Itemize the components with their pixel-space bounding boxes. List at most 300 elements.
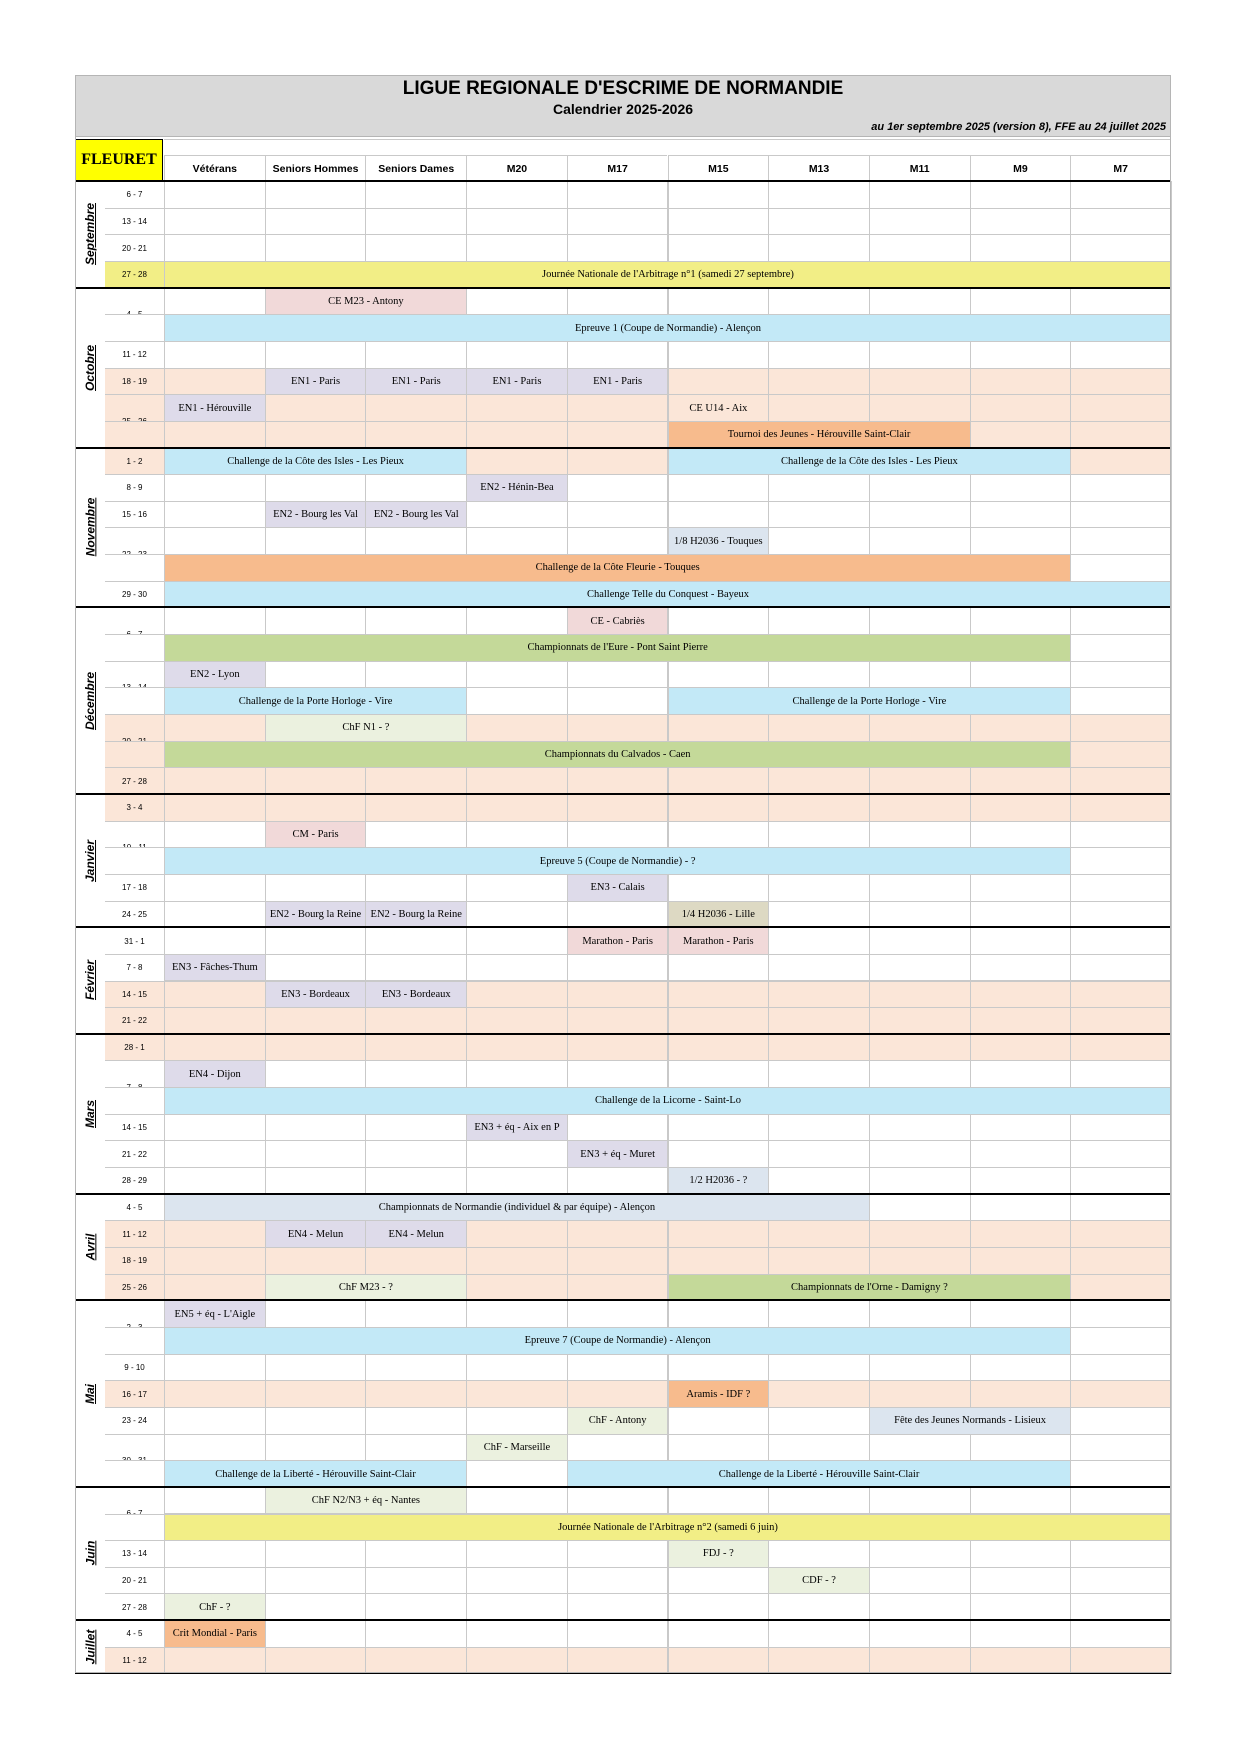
calendar-cell — [567, 394, 669, 422]
calendar-cell — [265, 1167, 367, 1195]
event-cell[interactable]: EN2 - Bourg les Val — [265, 501, 367, 529]
calendar-cell — [265, 767, 367, 795]
event-cell[interactable]: Fête des Jeunes Normands - Lisieux — [869, 1407, 1071, 1435]
calendar-cell — [365, 1593, 467, 1621]
calendar-cell — [970, 368, 1072, 396]
calendar-cell — [265, 1434, 367, 1462]
calendar-cell — [869, 981, 971, 1009]
calendar-cell — [164, 1274, 266, 1302]
calendar-cell — [365, 341, 467, 369]
calendar-cell — [265, 1407, 367, 1435]
calendar-cell — [265, 794, 367, 822]
calendar-cell — [970, 927, 1072, 955]
calendar-cell — [768, 901, 870, 929]
calendar-cell — [869, 208, 971, 236]
event-cell[interactable]: ChF - ? — [164, 1593, 266, 1621]
date-range: 23 - 24 — [105, 1407, 164, 1434]
month-name: Février — [83, 960, 97, 1001]
calendar-cell — [970, 474, 1072, 502]
calendar-cell — [567, 448, 669, 476]
date-range: 7 - 8 — [105, 954, 164, 981]
calendar-cell — [1070, 607, 1172, 635]
calendar-cell — [567, 714, 669, 742]
calendar-cell — [265, 234, 367, 262]
calendar-cell — [466, 181, 568, 209]
month-separator — [75, 180, 1171, 182]
calendar-cell — [1070, 794, 1172, 822]
calendar-cell — [365, 1140, 467, 1168]
event-cell[interactable]: Crit Mondial - Paris — [164, 1620, 266, 1648]
calendar-cell — [970, 1060, 1072, 1088]
calendar-cell — [466, 1274, 568, 1302]
calendar-cell — [668, 368, 770, 396]
event-cell[interactable]: ChF N1 - ? — [265, 714, 467, 742]
event-cell[interactable]: EN2 - Bourg la Reine — [265, 901, 367, 929]
calendar-cell — [466, 1407, 568, 1435]
calendar-cell — [970, 1620, 1072, 1648]
event-cell[interactable]: EN3 - Fâches-Thum — [164, 954, 266, 982]
calendar-cell — [970, 1567, 1072, 1595]
calendar-cell — [365, 1300, 467, 1328]
event-cell[interactable]: EN5 + éq - L'Aigle — [164, 1300, 266, 1328]
calendar-cell — [768, 1434, 870, 1462]
column-header: M17 — [567, 155, 668, 181]
calendar-cell — [466, 527, 568, 555]
calendar-cell — [1070, 1567, 1172, 1595]
calendar-cell — [869, 1007, 971, 1035]
calendar-cell — [869, 181, 971, 209]
event-cell[interactable]: Epreuve 1 (Coupe de Normandie) - Alençon — [164, 314, 1172, 342]
event-cell[interactable]: EN2 - Hénin-Bea — [466, 474, 568, 502]
event-cell[interactable]: Challenge de la Porte Horloge - Vire — [164, 687, 467, 715]
event-cell[interactable]: ChF - Marseille — [466, 1434, 568, 1462]
event-cell[interactable]: EN2 - Bourg les Val — [365, 501, 467, 529]
calendar-cell — [768, 181, 870, 209]
calendar-cell — [164, 208, 266, 236]
calendar-cell — [1070, 394, 1172, 422]
calendar-cell — [365, 874, 467, 902]
calendar-cell — [365, 1540, 467, 1568]
calendar-cell — [466, 448, 568, 476]
event-cell[interactable]: CE U14 - Aix — [668, 394, 770, 422]
date-range: 27 - 28 — [105, 767, 164, 794]
event-cell[interactable]: 1/4 H2036 - Lille — [668, 901, 770, 929]
calendar-cell — [1070, 368, 1172, 396]
calendar-cell — [265, 1354, 367, 1382]
calendar-cell — [869, 527, 971, 555]
calendar-cell — [869, 394, 971, 422]
event-cell[interactable]: Championnats de l'Eure - Pont Saint Pierre — [164, 634, 1071, 662]
date-range — [105, 1460, 164, 1487]
calendar-cell — [365, 1060, 467, 1088]
event-cell[interactable]: EN2 - Bourg la Reine — [365, 901, 467, 929]
calendar-cell — [466, 607, 568, 635]
calendar-cell — [567, 208, 669, 236]
calendar-cell — [567, 1380, 669, 1408]
column-header: M11 — [869, 155, 970, 181]
calendar-cell — [668, 234, 770, 262]
calendar-cell — [164, 1140, 266, 1168]
calendar-cell — [164, 1167, 266, 1195]
calendar-cell — [1070, 1167, 1172, 1195]
calendar-cell — [768, 234, 870, 262]
header-spacer — [164, 139, 1171, 155]
month-separator — [75, 447, 1171, 449]
calendar-cell — [970, 234, 1072, 262]
event-cell[interactable]: EN1 - Paris — [265, 368, 367, 396]
calendar-cell — [768, 1220, 870, 1248]
event-cell[interactable]: Aramis - IDF ? — [668, 1380, 770, 1408]
month-name: Novembre — [83, 498, 97, 557]
month-separator — [75, 1619, 1171, 1621]
calendar-cell — [869, 1114, 971, 1142]
calendar-cell — [768, 1034, 870, 1062]
calendar-cell — [466, 901, 568, 929]
calendar-cell — [768, 794, 870, 822]
date-range: 4 - 5 — [105, 1620, 164, 1647]
calendar-cell — [869, 1194, 971, 1222]
calendar-cell — [768, 874, 870, 902]
calendar-cell — [466, 661, 568, 689]
calendar-cell — [668, 1620, 770, 1648]
calendar-cell — [768, 368, 870, 396]
calendar-cell — [1070, 1593, 1172, 1621]
calendar-cell — [567, 1620, 669, 1648]
event-cell[interactable]: Marathon - Paris — [668, 927, 770, 955]
calendar-cell — [567, 527, 669, 555]
calendar-cell — [668, 1407, 770, 1435]
date-range — [105, 1514, 164, 1541]
calendar-cell — [265, 474, 367, 502]
calendar-cell — [768, 1593, 870, 1621]
event-cell[interactable]: Journée Nationale de l'Arbitrage n°1 (samedi 27 septembre) — [164, 261, 1172, 289]
calendar-cell — [869, 1487, 971, 1515]
calendar-cell — [1070, 341, 1172, 369]
calendar-cell — [768, 474, 870, 502]
calendar-cell — [466, 1300, 568, 1328]
calendar-cell — [1070, 1034, 1172, 1062]
calendar-cell — [265, 1114, 367, 1142]
event-cell[interactable]: EN1 - Paris — [466, 368, 568, 396]
event-cell[interactable]: Challenge de la Liberté - Hérouville Saint-Clair — [164, 1460, 467, 1488]
date-range: 20 - 21 — [105, 1567, 164, 1594]
calendar-cell — [265, 954, 367, 982]
calendar-cell — [1070, 901, 1172, 929]
calendar-cell — [869, 368, 971, 396]
calendar-cell — [164, 1220, 266, 1248]
calendar-cell — [970, 1007, 1072, 1035]
event-cell[interactable]: ChF - Antony — [567, 1407, 669, 1435]
calendar-cell — [164, 1567, 266, 1595]
event-cell[interactable]: Challenge Telle du Conquest - Bayeux — [164, 581, 1172, 609]
calendar-cell — [365, 794, 467, 822]
calendar-cell — [164, 1007, 266, 1035]
calendar-cell — [668, 954, 770, 982]
calendar-cell — [970, 1034, 1072, 1062]
event-cell[interactable]: 1/2 H2036 - ? — [668, 1167, 770, 1195]
calendar-cell — [1070, 927, 1172, 955]
calendar-cell — [1070, 767, 1172, 795]
calendar-cell — [970, 181, 1072, 209]
calendar-cell — [869, 1354, 971, 1382]
calendar-cell — [869, 1060, 971, 1088]
calendar-cell — [768, 1354, 870, 1382]
month-separator — [75, 1033, 1171, 1035]
event-cell[interactable]: ChF M23 - ? — [265, 1274, 467, 1302]
month-separator — [75, 606, 1171, 608]
event-cell[interactable]: FDJ - ? — [668, 1540, 770, 1568]
calendar-cell — [869, 927, 971, 955]
calendar-cell — [970, 1140, 1072, 1168]
calendar-cell — [164, 341, 266, 369]
calendar-cell — [164, 1380, 266, 1408]
month-separator — [75, 287, 1171, 289]
event-cell[interactable]: EN3 + éq - Muret — [567, 1140, 669, 1168]
calendar-cell — [365, 1380, 467, 1408]
calendar-cell — [567, 1114, 669, 1142]
calendar-cell — [970, 1647, 1072, 1675]
calendar-cell — [164, 368, 266, 396]
event-cell[interactable]: 1/8 H2036 - Touques — [668, 527, 770, 555]
calendar-cell — [768, 208, 870, 236]
calendar-cell — [164, 501, 266, 529]
event-cell[interactable]: CE M23 - Antony — [265, 288, 467, 316]
calendar-cell — [365, 208, 467, 236]
calendar-cell — [466, 208, 568, 236]
calendar-cell — [768, 981, 870, 1009]
event-cell[interactable]: EN4 - Melun — [365, 1220, 467, 1248]
calendar-cell — [466, 1380, 568, 1408]
calendar-cell — [768, 714, 870, 742]
event-cell[interactable]: EN4 - Dijon — [164, 1060, 266, 1088]
date-range: 27 - 28 — [105, 1593, 164, 1620]
calendar-cell — [164, 821, 266, 849]
month-label — [75, 1300, 105, 1487]
calendar-cell — [1070, 1140, 1172, 1168]
calendar-cell — [970, 1220, 1072, 1248]
calendar-cell — [970, 767, 1072, 795]
event-cell[interactable]: EN1 - Paris — [567, 368, 669, 396]
event-cell[interactable]: EN3 - Calais — [567, 874, 669, 902]
calendar-cell — [1070, 1487, 1172, 1515]
calendar-cell — [567, 1247, 669, 1275]
date-range — [105, 554, 164, 581]
date-range: 28 - 1 — [105, 1034, 164, 1061]
calendar-cell — [567, 661, 669, 689]
event-cell[interactable]: EN3 + éq - Aix en P — [466, 1114, 568, 1142]
calendar-cell — [970, 874, 1072, 902]
calendar-cell — [869, 1567, 971, 1595]
calendar-cell — [1070, 954, 1172, 982]
calendar-cell — [567, 1034, 669, 1062]
date-range: 21 - 22 — [105, 1007, 164, 1034]
calendar-cell — [869, 288, 971, 316]
event-cell[interactable]: Challenge de la Côte des Isles - Les Pieux — [164, 448, 467, 476]
calendar-cell — [365, 1647, 467, 1675]
date-range: 20 - 21 — [105, 234, 164, 261]
event-cell[interactable]: Championnats de l'Orne - Damigny ? — [668, 1274, 1072, 1302]
calendar-cell — [265, 1540, 367, 1568]
calendar-cell — [970, 1167, 1072, 1195]
event-cell[interactable]: Journée Nationale de l'Arbitrage n°2 (samedi 6 juin) — [164, 1514, 1172, 1542]
calendar-cell — [869, 821, 971, 849]
calendar-cell — [1070, 474, 1172, 502]
calendar-cell — [970, 794, 1072, 822]
calendar-cell — [970, 394, 1072, 422]
date-range: 17 - 18 — [105, 874, 164, 901]
column-header: M15 — [668, 155, 769, 181]
calendar-cell — [567, 1167, 669, 1195]
calendar-cell — [668, 1220, 770, 1248]
calendar-cell — [970, 1434, 1072, 1462]
calendar-cell — [365, 1034, 467, 1062]
event-cell[interactable]: Marathon - Paris — [567, 927, 669, 955]
calendar-cell — [1070, 1114, 1172, 1142]
calendar-cell — [164, 527, 266, 555]
calendar-cell — [768, 821, 870, 849]
calendar-cell — [970, 1540, 1072, 1568]
calendar-cell — [265, 1007, 367, 1035]
calendar-cell — [466, 927, 568, 955]
calendar-cell — [768, 1620, 870, 1648]
calendar-cell — [365, 1114, 467, 1142]
calendar-cell — [970, 821, 1072, 849]
date-range: 4 - 5 — [105, 1194, 164, 1221]
calendar-cell — [768, 288, 870, 316]
event-cell[interactable]: Challenge de la Côte Fleurie - Touques — [164, 554, 1071, 582]
event-cell[interactable]: EN1 - Hérouville — [164, 394, 266, 422]
calendar-cell — [365, 1567, 467, 1595]
calendar-cell — [668, 474, 770, 502]
calendar-cell — [466, 234, 568, 262]
calendar-cell — [265, 1647, 367, 1675]
calendar-cell — [164, 1247, 266, 1275]
calendar-cell — [668, 607, 770, 635]
date-range: 1 - 2 — [105, 448, 164, 475]
event-cell[interactable]: CM - Paris — [265, 821, 367, 849]
month-label — [75, 1620, 105, 1673]
calendar-cell — [265, 661, 367, 689]
date-range: 13 - 14 — [105, 1540, 164, 1567]
calendar-cell — [1070, 1647, 1172, 1675]
event-cell[interactable]: Championnats de Normandie (individuel & par équipe) - Alençon — [164, 1194, 870, 1222]
calendar-cell — [869, 1300, 971, 1328]
date-range: 11 - 12 — [105, 1220, 164, 1247]
column-header: Vétérans — [164, 155, 265, 181]
calendar-cell — [567, 234, 669, 262]
calendar-cell — [164, 1434, 266, 1462]
calendar-cell — [869, 794, 971, 822]
calendar-cell — [768, 607, 870, 635]
calendar-cell — [567, 1567, 669, 1595]
event-cell[interactable]: Epreuve 7 (Coupe de Normandie) - Alençon — [164, 1327, 1071, 1355]
calendar-cell — [668, 767, 770, 795]
calendar-cell — [869, 474, 971, 502]
calendar-cell — [970, 1354, 1072, 1382]
calendar-cell — [1070, 501, 1172, 529]
event-cell[interactable]: Epreuve 5 (Coupe de Normandie) - ? — [164, 847, 1071, 875]
event-cell[interactable]: ChF N2/N3 + éq - Nantes — [265, 1487, 467, 1515]
event-cell[interactable]: EN2 - Lyon — [164, 661, 266, 689]
event-cell[interactable]: Challenge de la Porte Horloge - Vire — [668, 687, 1072, 715]
calendar-cell — [869, 874, 971, 902]
calendar-cell — [265, 1060, 367, 1088]
event-cell[interactable]: CE - Cabriès — [567, 607, 669, 635]
calendar-cell — [567, 341, 669, 369]
column-header: Seniors Hommes — [265, 155, 366, 181]
calendar-cell — [265, 181, 367, 209]
event-cell[interactable]: Challenge de la Licorne - Saint-Lo — [164, 1087, 1172, 1115]
calendar-cell — [768, 661, 870, 689]
calendar-cell — [869, 1380, 971, 1408]
calendar-cell — [466, 687, 568, 715]
calendar-cell — [567, 1060, 669, 1088]
calendar-cell — [970, 954, 1072, 982]
calendar-cell — [164, 874, 266, 902]
calendar-cell — [567, 1434, 669, 1462]
calendar-cell — [668, 1567, 770, 1595]
event-cell[interactable]: Challenge de la Liberté - Hérouville Saint-Clair — [567, 1460, 1072, 1488]
calendar-cell — [164, 767, 266, 795]
calendar-cell — [567, 1540, 669, 1568]
event-cell[interactable]: CDF - ? — [768, 1567, 870, 1595]
event-cell[interactable]: Tournoi des Jeunes - Hérouville Saint-Clair — [668, 421, 971, 449]
month-name: Septembre — [83, 203, 97, 266]
calendar-cell — [668, 1247, 770, 1275]
calendar-cell — [768, 1487, 870, 1515]
calendar-cell — [668, 288, 770, 316]
date-range: 11 - 12 — [105, 1647, 164, 1674]
calendar-cell — [668, 1060, 770, 1088]
calendar-cell — [668, 1354, 770, 1382]
calendar-cell — [668, 341, 770, 369]
calendar-cell — [970, 208, 1072, 236]
calendar-cell — [768, 1407, 870, 1435]
event-cell[interactable]: EN3 - Bordeaux — [265, 981, 367, 1009]
calendar-cell — [668, 661, 770, 689]
calendar-cell — [265, 1567, 367, 1595]
date-range: 8 - 9 — [105, 474, 164, 501]
event-cell[interactable]: EN3 - Bordeaux — [365, 981, 467, 1009]
event-cell[interactable]: Challenge de la Côte des Isles - Les Pieux — [668, 448, 1072, 476]
event-cell[interactable]: EN1 - Paris — [365, 368, 467, 396]
calendar-cell — [567, 901, 669, 929]
calendar-cell — [668, 981, 770, 1009]
date-range — [105, 687, 164, 714]
calendar-cell — [466, 794, 568, 822]
calendar-cell — [668, 1114, 770, 1142]
calendar-cell — [768, 927, 870, 955]
calendar-cell — [265, 1380, 367, 1408]
calendar-cell — [1070, 1460, 1172, 1488]
date-range: 28 - 29 — [105, 1167, 164, 1194]
calendar-cell — [1070, 1380, 1172, 1408]
date-range: 6 - 7 — [105, 181, 164, 208]
date-range: 14 - 15 — [105, 1114, 164, 1141]
date-range — [105, 421, 164, 448]
calendar-cell — [265, 421, 367, 449]
calendar-cell — [466, 1354, 568, 1382]
calendar-cell — [869, 1167, 971, 1195]
calendar-cell — [466, 288, 568, 316]
calendar-cell — [567, 1007, 669, 1035]
event-cell[interactable]: EN4 - Melun — [265, 1220, 367, 1248]
calendar-cell — [668, 1007, 770, 1035]
calendar-cell — [365, 1354, 467, 1382]
calendar-cell — [970, 1300, 1072, 1328]
calendar-cell — [265, 607, 367, 635]
event-cell[interactable]: Championnats du Calvados - Caen — [164, 741, 1071, 769]
